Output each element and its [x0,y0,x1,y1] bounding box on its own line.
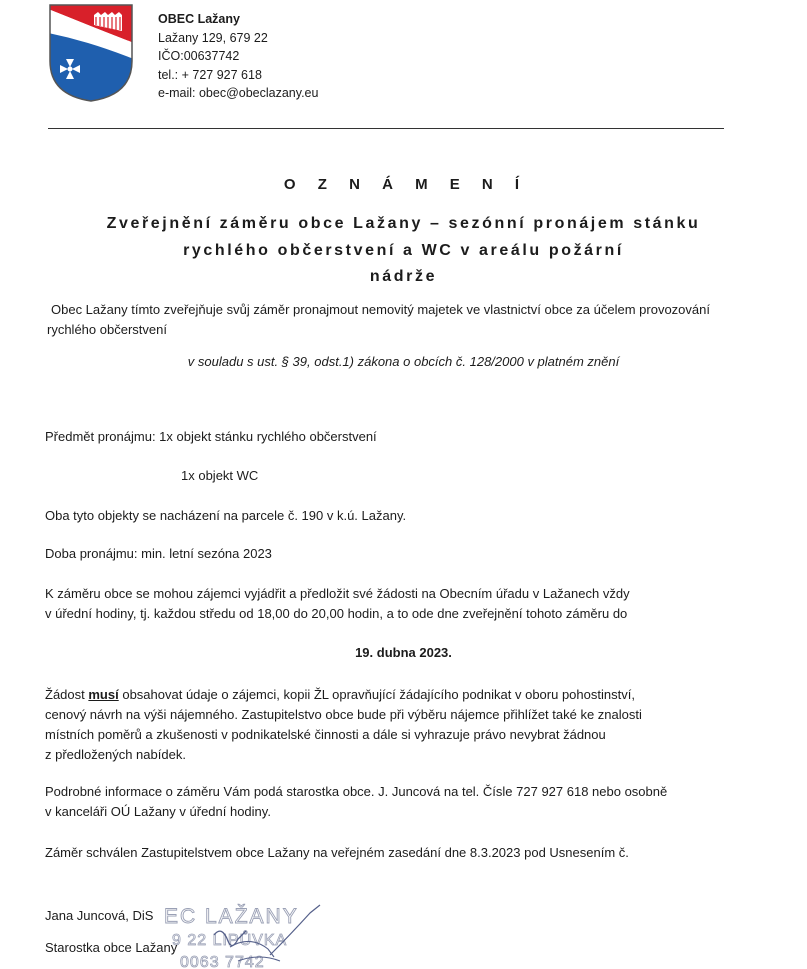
subtitle-line-3: nádrže [369,268,438,285]
official-stamp-icon [150,895,350,969]
subject-line-2: 1x objekt WC [181,468,259,483]
application-line-3: místních poměrů a zkušenosti v podnikatelské činnosti a dále si vyhrazuje právo nevybrat žádnou [45,727,606,742]
organization-address: Lažany 129, 679 22 [158,30,268,45]
organization-phone: tel.: + 727 927 618 [158,67,262,82]
svg-text:0063 7742: 0063 7742 [180,954,265,969]
subject-line-1: Předmět pronájmu: 1x objekt stánku rychlého občerstvení [45,429,377,444]
signatory-role: Starostka obce Lažany [45,940,178,955]
subtitle-line-1: Zveřejnění záměru obce Lažany – sezónní pronájem stánku [106,215,701,232]
subtitle-line-2: rychlého občerstvení a WC v areálu požární [183,241,624,259]
coat-of-arms-icon [48,3,134,103]
intro-paragraph [47,300,767,340]
legal-basis: v souladu s ust. § 39, odst.1) zákona o obcích č. 128/2000 v platném znění [187,354,620,369]
intro-line-1: Obec Lažany tímto zveřejňuje svůj záměr pronajmout nemovitý majetek ve vlastnictví obce za účelem provozování [51,302,710,317]
info-line-1: Podrobné informace o záměru Vám podá starostka obce. J. Juncová na tel. Čísle 727 927 618 nebo osobně [45,784,668,799]
application-line-2: cenový návrh na výši nájemného. Zastupitelstvo obce bude při výběru nájemce přihlížet také ke znalosti [45,707,642,722]
interest-line-1: K záměru obce se mohou zájemci vyjádřit a předložit své žádosti na Obecním úřadu v Lažanech vždy [45,586,630,601]
organization-name: OBEC Lažany [158,12,240,26]
header-divider [48,128,724,129]
organization-info [158,10,318,103]
interest-line-2: v úřední hodiny, tj. každou středu od 18,00 do 20,00 hodin, a to ode dne zveřejnění tohoto záměru do [45,606,628,621]
application-line-4: z předložených nabídek. [45,747,186,762]
duration-paragraph: Doba pronájmu: min. letní sezóna 2023 [45,546,272,561]
document-title: O Z N Á M E N Í [283,176,529,193]
deadline-date: 19. dubna 2023. [355,645,452,660]
application-end: obsahovat údaje o zájemci, kopii ŽL opravňující žádajícího podnikat v oboru pohostinství, [122,687,635,702]
application-emphasis: musí [88,687,119,702]
organization-ico: IČO:00637742 [158,49,240,64]
svg-text:EC LAŽANY: EC LAŽANY [164,905,299,928]
signatory-name: Jana Juncová, DiS [45,908,154,923]
parcel-paragraph: Oba tyto objekty se nacházení na parcele č. 190 v k.ú. Lažany. [45,508,407,523]
approval-paragraph: Záměr schválen Zastupitelstvem obce Lažany na veřejném zasedání dne 8.3.2023 pod Usnesením č. [45,845,629,860]
intro-line-2: rychlého občerstvení [47,322,167,337]
application-line-1 [45,685,635,705]
info-line-2: v kanceláři OÚ Lažany v úřední hodiny. [45,804,271,819]
application-start: Žádost [45,687,85,702]
svg-text:9 22 LIPŮVKA: 9 22 LIPŮVKA [172,932,288,949]
document-subtitle [20,211,787,291]
organization-email: e-mail: obec@obeclazany.eu [158,86,319,101]
